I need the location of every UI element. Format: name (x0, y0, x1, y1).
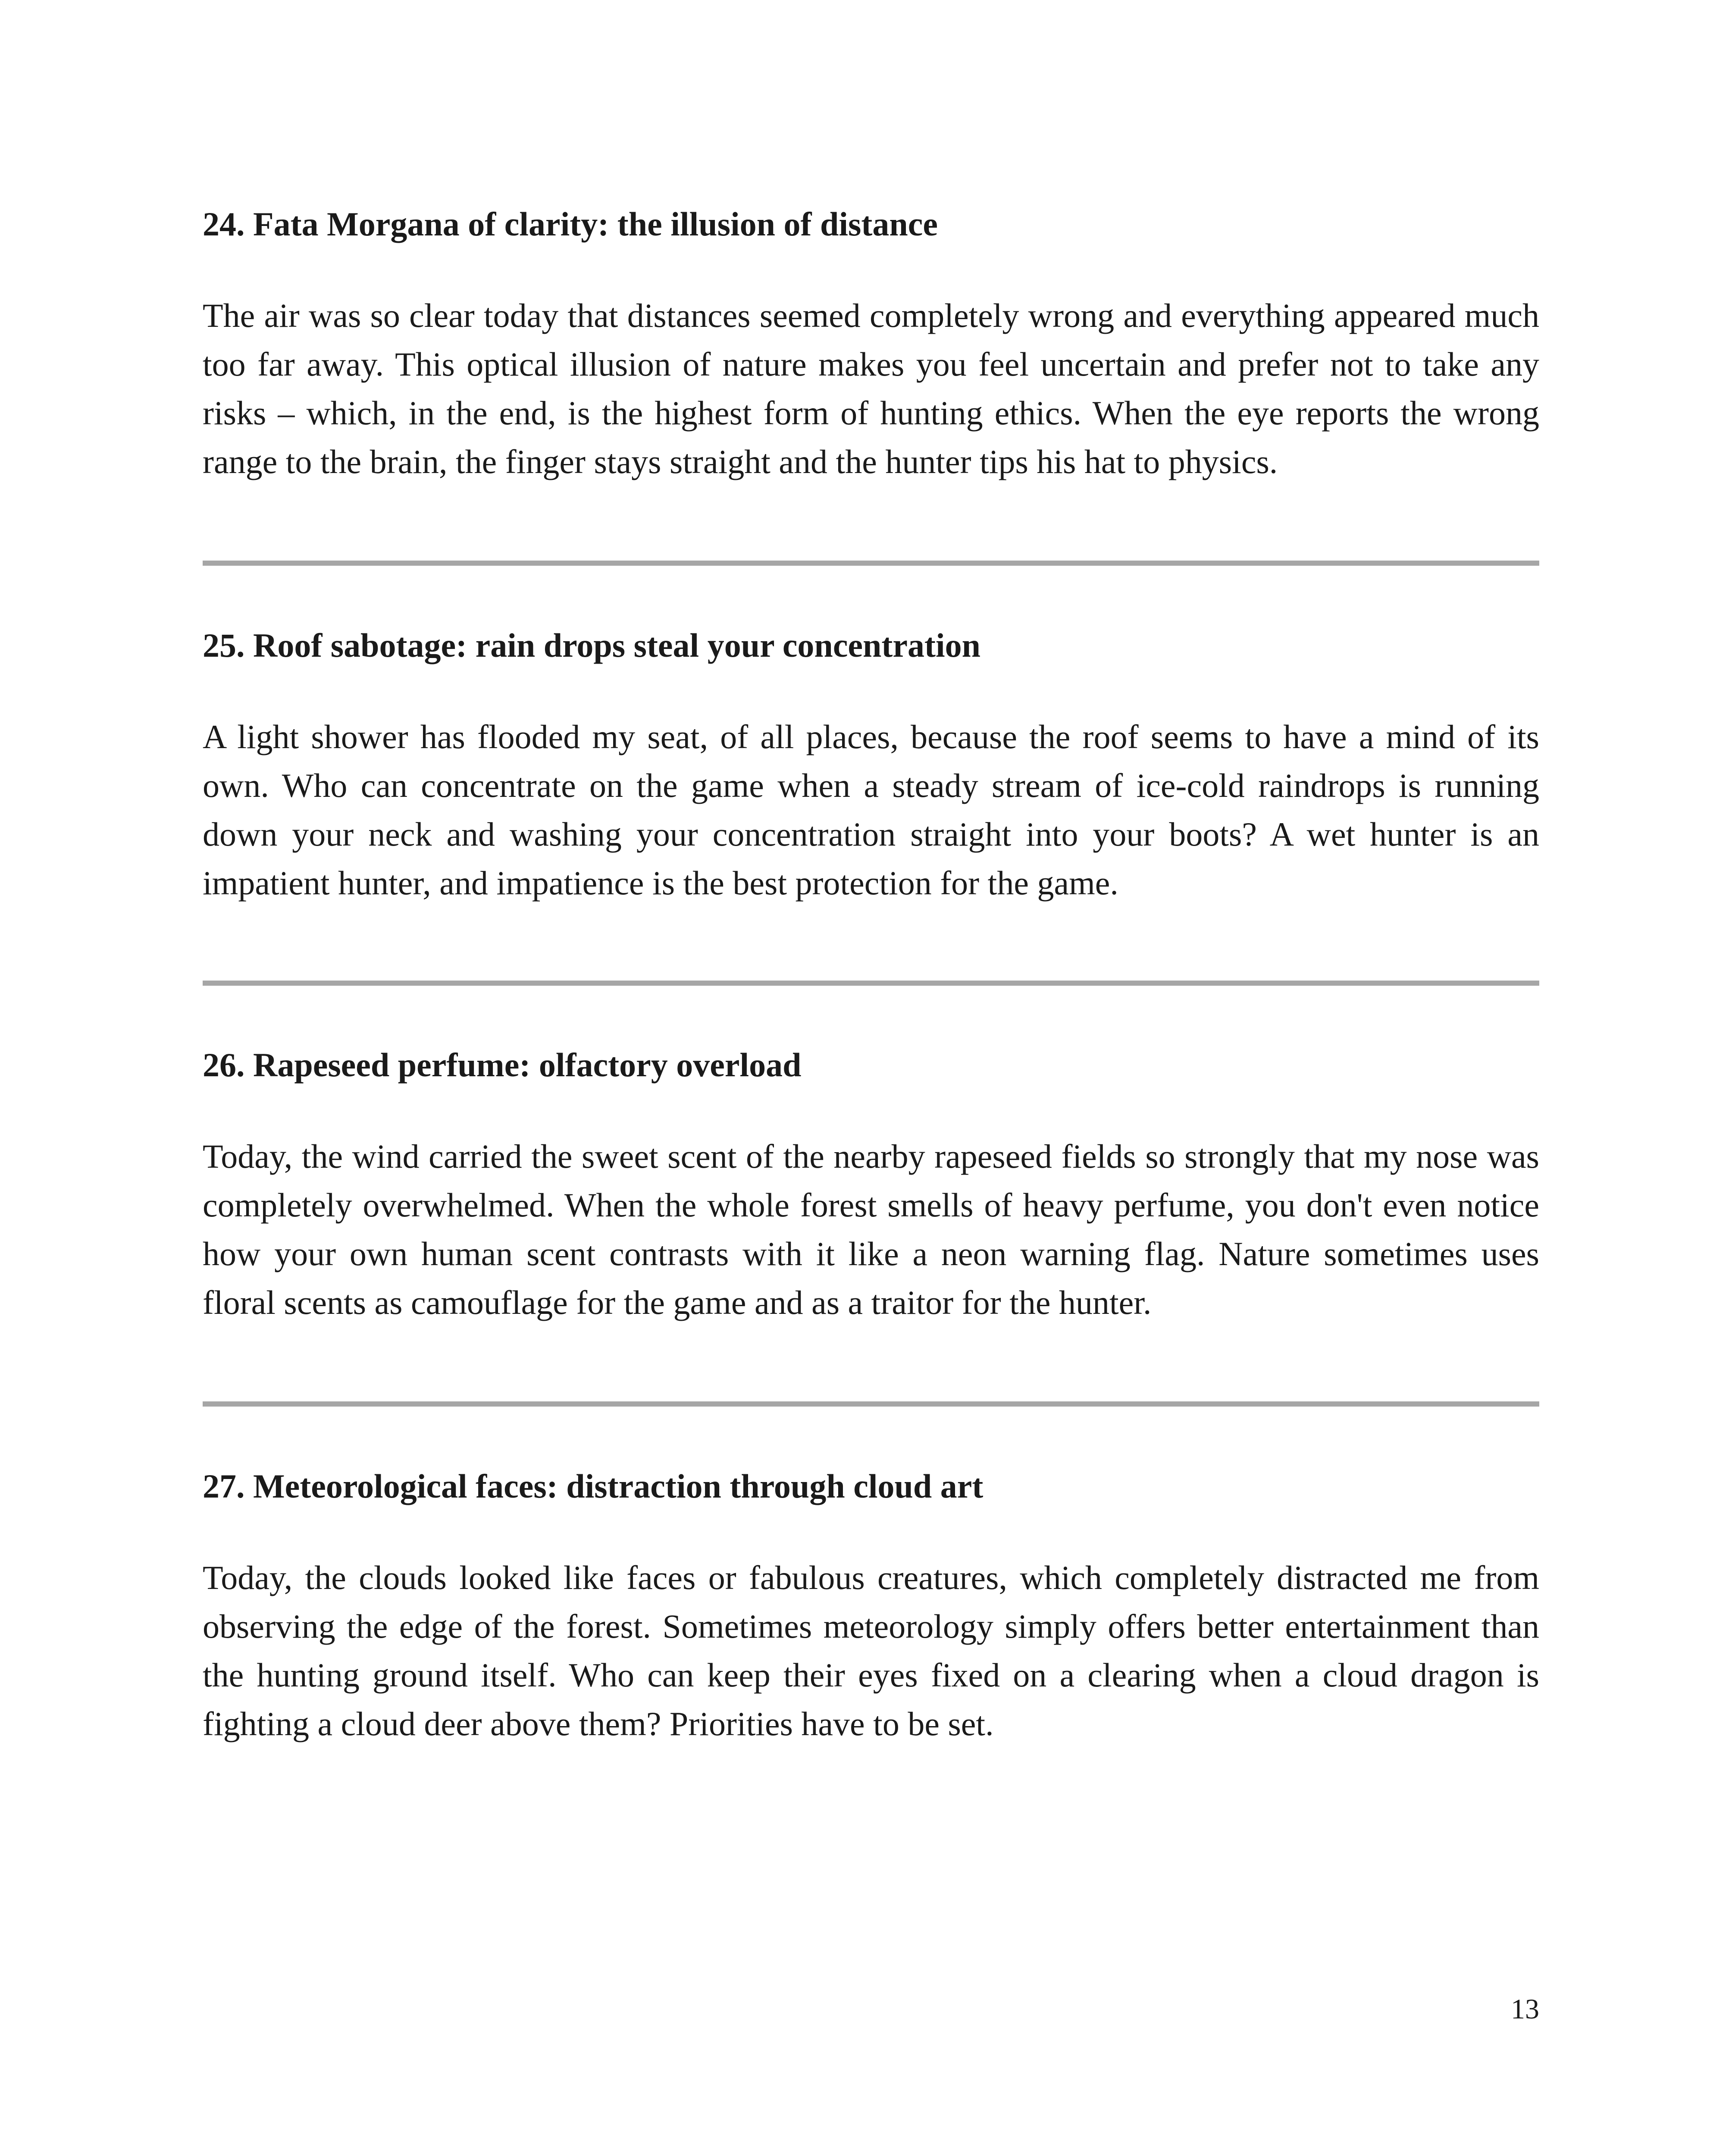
section-heading: 25. Roof sabotage: rain drops steal your concentration (203, 627, 981, 664)
section-body: A light shower has flooded my seat, of all places, because the roof seems to have a mind of its own. Who can concentrate on the game when a steady stream of ice-cold raindrops is running down your neck and washing your concentration straight into your boots? A wet hunter is an impatient hunter, and impatience is the best protection for the game. (203, 718, 1539, 902)
section-body: Today, the clouds looked like faces or fabulous creatures, which completely distracted me from observing the edge of the forest. Sometimes meteorology simply offers better entertainment than the hunting ground itself. Who can keep their eyes fixed on a clearing when a cloud dragon is fighting a cloud deer above them? Priorities have to be set. (203, 1559, 1539, 1742)
section-heading: 26. Rapeseed perfume: olfactory overload (203, 1046, 802, 1084)
section-divider (203, 561, 1539, 566)
section-divider (203, 981, 1539, 986)
page-number: 13 (1511, 1993, 1539, 2025)
section-heading: 24. Fata Morgana of clarity: the illusion of distance (203, 205, 938, 243)
section-body: Today, the wind carried the sweet scent of the nearby rapeseed fields so strongly that my nose was completely overwhelmed. When the whole forest smells of heavy perfume, you don't even notice how your own human scent contrasts with it like a neon warning flag. Nature sometimes uses floral scents as camouflage for the game and as a traitor for the hunter. (203, 1138, 1539, 1321)
section-body: The air was so clear today that distances seemed completely wrong and everything appeared much too far away. This optical illusion of nature makes you feel uncertain and prefer not to take any risks – which, in the end, is the highest form of hunting ethics. When the eye reports the wrong range to the brain, the finger stays straight and the hunter tips his hat to physics. (203, 297, 1539, 480)
section-divider (203, 1401, 1539, 1407)
section-heading: 27. Meteorological faces: distraction through cloud art (203, 1467, 983, 1505)
